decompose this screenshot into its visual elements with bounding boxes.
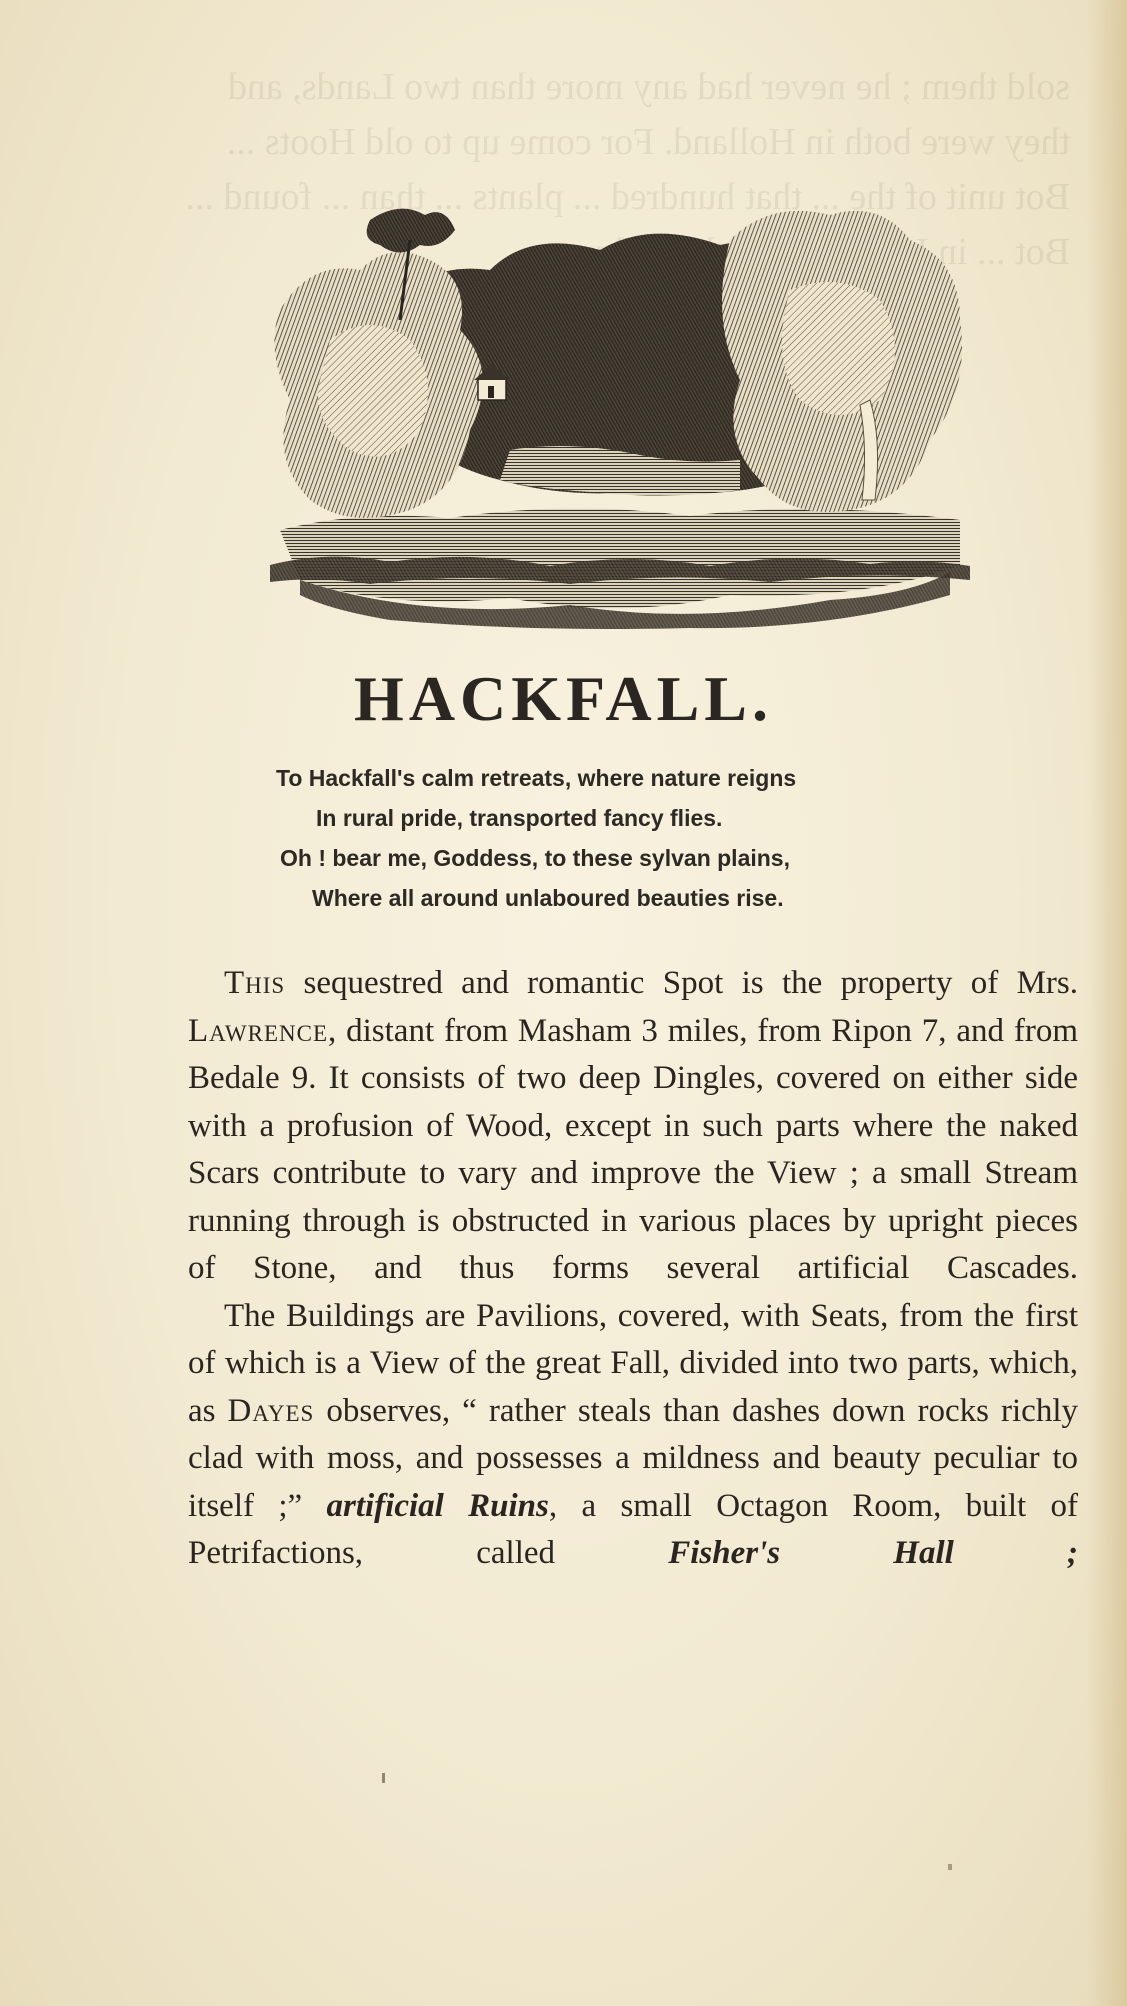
page-edge-shadow — [1087, 0, 1127, 2006]
page-title: HACKFALL. — [354, 663, 773, 734]
person-name: Dayes — [227, 1392, 315, 1429]
text-run: , a small Octagon Room, built of Petrifactions, called — [188, 1487, 1078, 1571]
verse-line: In rural pride, transported fancy flies. — [316, 805, 723, 831]
italic-term: artificial Ruins — [326, 1487, 549, 1524]
italic-term: Fisher's Hall ; — [668, 1535, 1078, 1571]
ink-mark — [948, 1864, 952, 1870]
text-run: observes, “ rather steals than dashes down rocks richly clad with moss, and possesses a mildness and beauty peculiar to itself ;” — [188, 1392, 1078, 1524]
lead-word: This — [224, 965, 286, 1001]
verse-line: To Hackfall's calm retreats, where nature reigns — [276, 765, 797, 791]
engraving-illustration — [270, 200, 970, 630]
ink-mark — [382, 1773, 385, 1783]
text-run: , distant from Masham 3 miles, from Ripon 7, and from Bedale 9. It consists of two deep Dingles, covered on either side with a profusion of Wood, except in such parts where the naked Scars contribute to vary and improve the View ; a small Stream running through is obstructed in various places by upright pieces of Stone, and thus forms several artificial Cascades. — [188, 1012, 1078, 1286]
paragraph — [188, 1293, 1078, 1578]
paragraph — [188, 960, 1078, 1293]
body-text — [188, 960, 1078, 1578]
person-name: Lawrence — [188, 1012, 329, 1049]
bleed-through-text: sold them ; he never had any more than two Lands, and they were both in Holland. For come up to old Hoots ... Bot unit of the ... that hundred ... plants ... than ... found ... Bot ... in — [185, 66, 1070, 273]
text-run: sequestred and romantic Spot is the property of Mrs. — [285, 965, 1078, 1001]
text-run: The Buildings are Pavilions, covered, with Seats, from the first of which is a View of the great Fall, divided into two parts, which, as — [188, 1297, 1078, 1429]
verse-line: Where all around unlaboured beauties rise. — [312, 885, 784, 911]
verse-line: Oh ! bear me, Goddess, to these sylvan plains, — [280, 845, 790, 871]
